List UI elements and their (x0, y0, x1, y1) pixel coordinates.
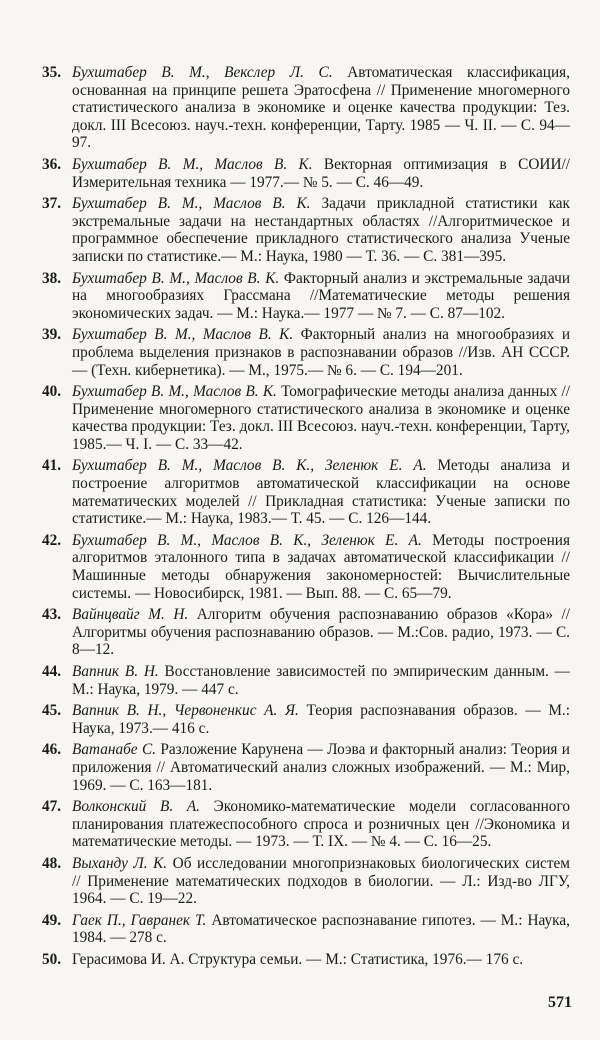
reference-number: 48. (42, 854, 62, 872)
reference-authors: Бухштабер В. М., Маслов В. К. (72, 155, 313, 173)
reference-43 (42, 606, 570, 659)
reference-text: Факторный анализ на многообразиях и проблема выделения признаков в распознавании образов //Изв. АН СССР. — (Техн. кибернетика). — М., 1975.— № 6. — С. 194—201. (72, 326, 571, 379)
reference-42 (42, 532, 570, 602)
reference-49 (42, 912, 570, 947)
reference-text: Герасимова И. А. Структура семьи. — М.: Статистика, 1976.— 176 с. (72, 950, 524, 968)
reference-text: Алгоритм обучения распознаванию образов «Кора» // Алгоритмы обучения распознаванию образов. — М.:Сов. радио, 1973. — С. 8—12. (72, 606, 571, 659)
reference-48 (42, 855, 570, 908)
reference-number: 45. (42, 702, 62, 720)
reference-authors: Бухштабер В. М., Маслов В. К., Зеленюк Е. А. (72, 531, 422, 549)
reference-list (42, 64, 570, 973)
reference-text: Автоматическое распознавание гипотез. — М.: Наука, 1984. — 278 с. (72, 911, 570, 947)
reference-50 (42, 951, 570, 969)
reference-text: Об исследовании многопризнаковых биологических систем // Применение математических подходов в биологии. — Л.: Изд-во ЛГУ, 1964. — С. 19—22. (72, 854, 570, 908)
reference-text: Восстановление зависимостей по эмпирическим данным. — М.: Наука, 1979. — 447 с. (72, 663, 570, 698)
reference-35 (42, 64, 570, 152)
reference-text: Томографические методы анализа данных // Применение многомерного статистического анализа в экономике и оценке качества продукции: Тез. докл. III Всесоюз. науч.-техн. конференции, Тарту, 1985.— Ч. I. — С. 33—42. (72, 383, 571, 453)
reference-number: 38. (42, 269, 62, 287)
reference-number: 42. (42, 531, 62, 549)
reference-authors: Бухштабер В. М., Маслов В. К., Зеленюк Е. А. (72, 457, 427, 475)
reference-number: 39. (42, 326, 62, 344)
reference-authors: Вапник В. Н. (72, 663, 159, 680)
reference-text: Разложение Карунена — Лоэва и факторный анализ: Теория и приложения // Автоматический анализ сложных изображений. — М.: Мир, 1969. — С. 163—181. (72, 741, 570, 794)
reference-text: Факторный анализ и экстремальные задачи на многообразиях Грассмана //Математические методы решения экономических задач. — М.: Наука.— 1977 — № 7. — С. 87—102. (72, 269, 571, 322)
reference-number: 49. (42, 911, 62, 929)
reference-authors: Бухштабер В. М., Векслер Л. С. (72, 64, 333, 81)
reference-authors: Вапник В. Н., Червоненкис А. Я. (72, 702, 299, 720)
reference-text: Методы анализа и построение алгоритмов автоматической классификации на основе математических моделей // Прикладная статистика: Ученые записки по статистике.— М.: Наука, 1983.— Т. 45. — С. 126—144. (72, 457, 570, 528)
reference-44 (42, 663, 570, 698)
reference-38 (42, 270, 570, 323)
reference-authors: Выханду Л. К. (72, 854, 168, 872)
reference-authors: Волконский В. А. (72, 798, 200, 816)
reference-text: Автоматическая классификация, основанная на принципе решета Эратосфена // Применение многомерного статистического анализа в экономике и оценке качества продукции: Тез. докл. III Всесоюз. науч.-техн. конференции, Тарту. 1985 — Ч. II. — С. 94—97. (72, 64, 571, 152)
reference-39 (42, 326, 570, 379)
reference-37 (42, 195, 570, 265)
reference-authors: Бухштабер В. М., Маслов В. К. (72, 383, 277, 401)
reference-text: Методы построения алгоритмов эталонного типа в задачах автоматической классификации // Машинные методы обнаружения закономерностей: Вычислительные системы. — Новосибирск, 1981. — Вып. 88. — С. 65—79. (72, 531, 570, 602)
reference-47 (42, 798, 570, 851)
reference-number: 47. (42, 798, 62, 816)
reference-number: 37. (42, 195, 62, 213)
reference-number: 41. (42, 457, 62, 475)
reference-text: Задачи прикладной статистики как экстремальные задачи на нестандартных областях //Алгоритмическое и программное обеспечение прикладного статистического анализа Ученые записки по статистике.— М.: Наука, 1980 — Т. 36. — С. 381—395. (72, 195, 570, 265)
reference-text: Теория распознавания образов. — М.: Наука, 1973.— 416 с. (72, 702, 570, 737)
reference-number: 35. (42, 64, 62, 81)
reference-number: 40. (42, 383, 62, 401)
reference-number: 36. (42, 155, 62, 173)
reference-number: 46. (42, 741, 62, 759)
page-number: 571 (548, 994, 572, 1011)
reference-number: 43. (42, 606, 62, 624)
reference-authors: Бухштабер В. М., Маслов В. К. (72, 269, 280, 287)
reference-authors: Бухштабер В. М., Маслов В. К. (72, 326, 294, 344)
reference-authors: Гаек П., Гавранек Т. (72, 911, 207, 929)
reference-number: 50. (42, 950, 62, 968)
reference-45 (42, 702, 570, 737)
reference-authors: Бухштабер В. М., Маслов В. К. (72, 195, 311, 213)
reference-text: Экономико-математические модели согласованного планирования платежеспособного спроса и розничных цен //Экономика и математические методы. — 1973. — Т. IX. — № 4. — С. 16—25. (72, 798, 570, 851)
reference-authors: Вайнцвайг М. Н. (72, 606, 189, 624)
reference-36 (42, 156, 570, 191)
reference-number: 44. (42, 663, 62, 680)
reference-authors: Ватанабе С. (72, 741, 156, 759)
reference-text: Векторная оптимизация в СОИИ//Измерительная техника — 1977.— № 5. — С. 46—49. (72, 155, 570, 191)
reference-46 (42, 741, 570, 794)
reference-41 (42, 457, 570, 527)
reference-40 (42, 383, 570, 453)
